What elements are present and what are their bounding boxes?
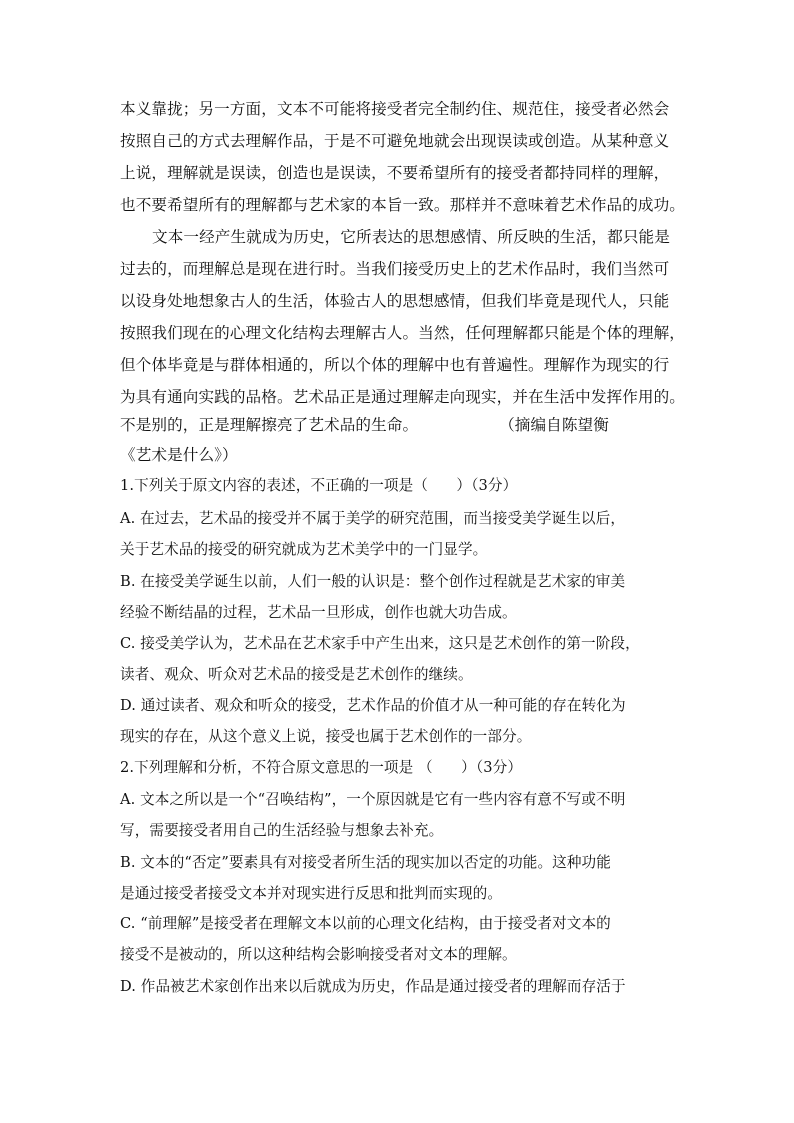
passage-line: 以设身处地想象古人的生活，体验古人的思想感情，但我们毕竟是现代人，只能 (120, 292, 670, 310)
q1-option-a: A. 在过去，艺术品的接受并不属于美学的研究范围，而当接受美学诞生以后， (120, 510, 626, 527)
q1-option-d: 现实的存在，从这个意义上说，接受也属于艺术创作的一部分。 (120, 728, 532, 745)
q2-option-b: 是通过接受者接受文本并对现实进行反思和批判而实现的。 (120, 885, 503, 902)
source-citation: 《艺术是什么》） (120, 446, 238, 464)
q2-option-d: D. 作品被艺术家创作出来以后就成为历史，作品是通过接受者的理解而存活于 (120, 978, 626, 995)
question-2-stem: 2.下列理解和分析，不符合原文意思的一项是 （ ）（3分） (120, 759, 523, 776)
q2-option-c: C. “前理解”是接受者在理解文本以前的心理文化结构，由于接受者对文本的 (120, 915, 611, 932)
q1-option-b: 经验不断结晶的过程，艺术品一旦形成，创作也就大功告成。 (120, 604, 517, 621)
q2-option-a: 写，需要接受者用自己的生活经验与想象去补充。 (120, 822, 444, 839)
passage-line: 按照我们现在的心理文化结构去理解古人。当然，任何理解都只能是个体的理解， (120, 324, 685, 342)
q1-option-b: B. 在接受美学诞生以前，人们一般的认识是：整个创作过程就是艺术家的审美 (120, 573, 626, 590)
q1-option-c: C. 接受美学认为，艺术品在艺术家手中产生出来，这只是艺术创作的第一阶段， (120, 635, 640, 652)
q1-option-d: D. 通过读者、观众和听众的接受，艺术作品的价值才从一种可能的存在转化为 (120, 697, 626, 714)
question-1-stem: 1.下列关于原文内容的表述，不正确的一项是（ ）（3分） (120, 477, 518, 494)
passage-line: 也不要希望所有的理解都与艺术家的本旨一致。那样并不意味着艺术作品的成功。 (120, 196, 685, 214)
q2-option-b: B. 文本的“否定”要素具有对接受者所生活的现实加以否定的功能。这种功能 (120, 854, 611, 871)
passage-line: 本义靠拢；另一方面，文本不可能将接受者完全制约住、规范住，接受者必然会 (120, 100, 670, 118)
passage-line: 过去的，而理解总是现在进行时。当我们接受历史上的艺术作品时，我们当然可 (120, 260, 670, 278)
q1-option-a: 关于艺术品的接受的研究就成为艺术美学中的一门显学。 (120, 541, 488, 558)
passage-line: 文本一经产生就成为历史，它所表达的思想感情、所反映的生活，都只能是 (152, 228, 670, 246)
passage-line: 按照自己的方式去理解作品，于是不可避免地就会出现误读或创造。从某种意义 (120, 132, 670, 150)
passage-line: 为具有通向实践的品格。艺术品正是通过理解走向现实，并在生活中发挥作用的。 (120, 388, 685, 406)
passage-line: 但个体毕竟是与群体相通的，所以个体的理解中也有普遍性。理解作为现实的行 (120, 356, 670, 374)
passage-line: 不是别的，正是理解擦亮了艺术品的生命。 （摘编自陈望衡 (120, 416, 609, 434)
passage-line: 上说，理解就是误读，创造也是误读，不要希望所有的接受者都持同样的理解， (120, 164, 670, 182)
q2-option-a: A. 文本之所以是一个“召唤结构”，一个原因就是它有一些内容有意不写或不明 (120, 791, 626, 808)
q2-option-c: 接受不是被动的，所以这种结构会影响接受者对文本的理解。 (120, 946, 517, 963)
q1-option-c: 读者、观众、听众对艺术品的接受是艺术创作的继续。 (120, 666, 473, 683)
